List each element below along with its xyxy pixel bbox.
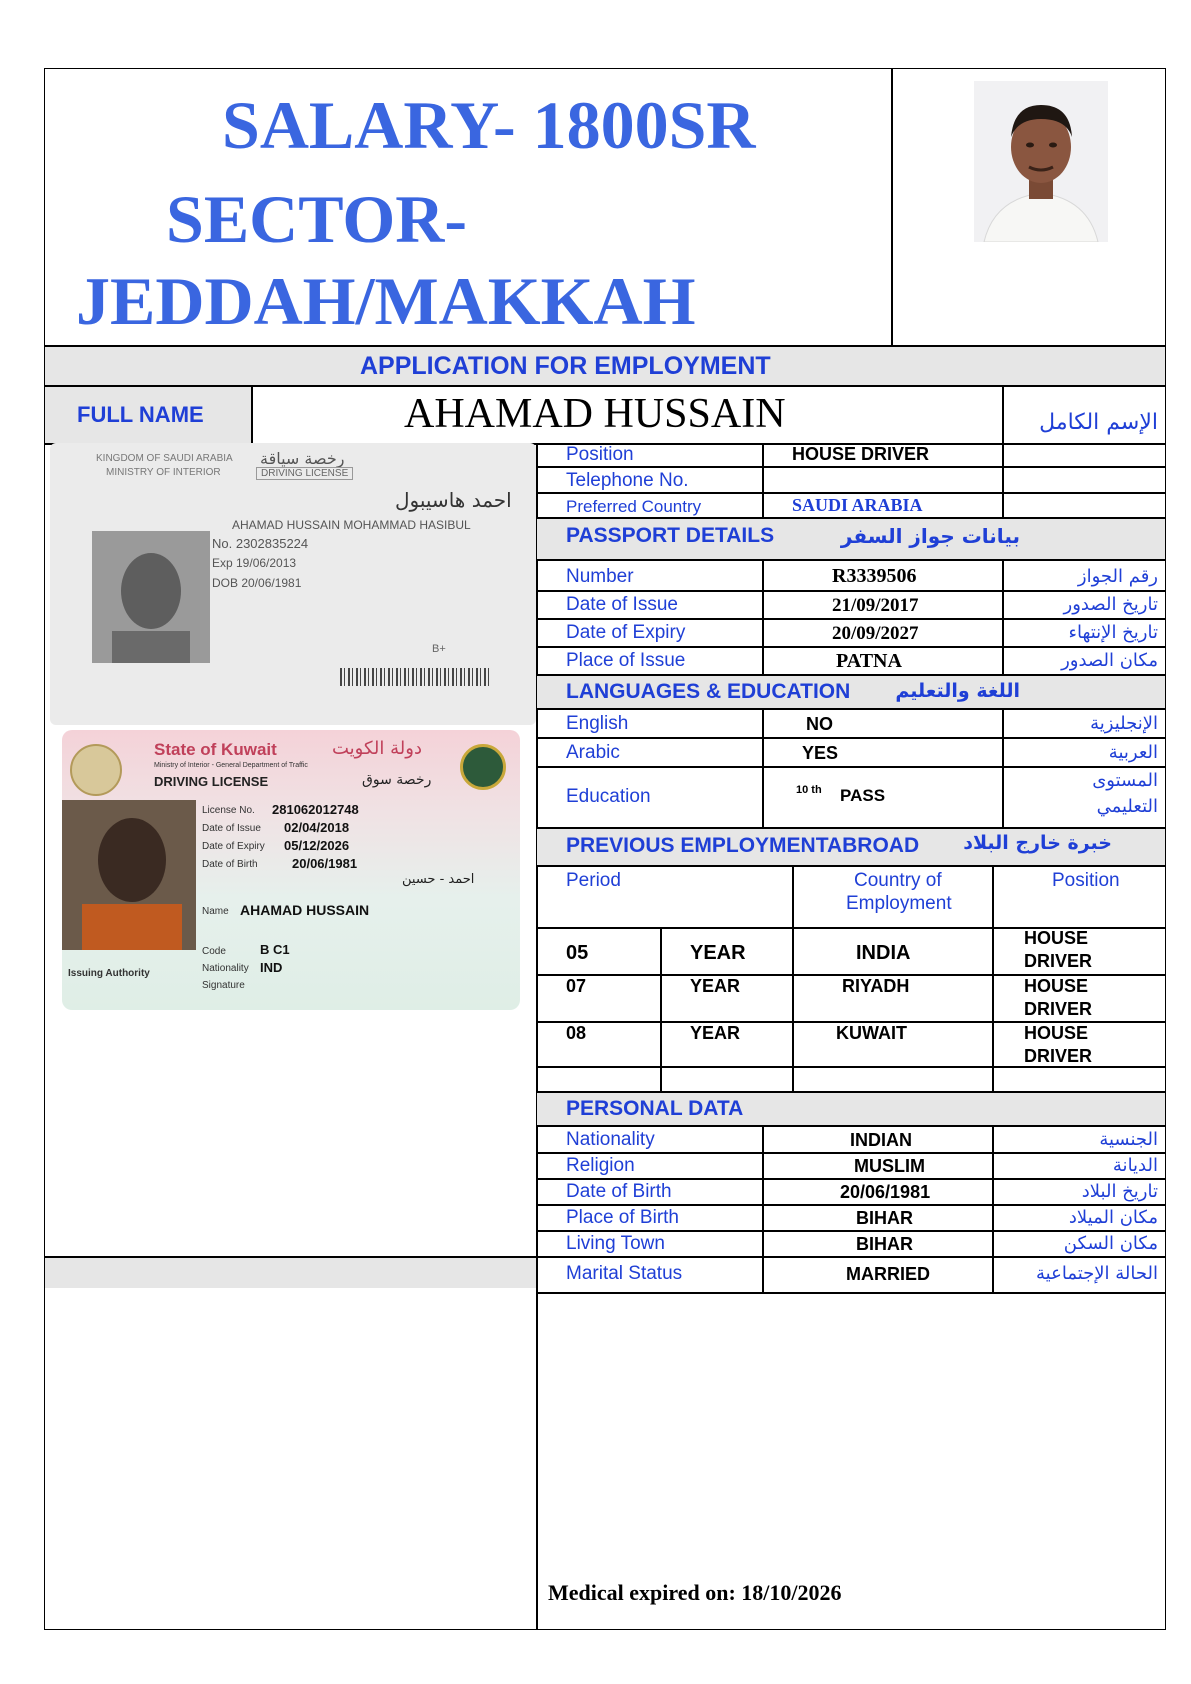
city-heading: JEDDAH/MAKKAH: [76, 263, 696, 339]
kuwait-birth: 20/06/1981: [292, 856, 358, 871]
license-title: DRIVING LICENSE: [256, 467, 353, 480]
arabic-ar: العربية: [1108, 742, 1158, 763]
divider: [536, 492, 1166, 494]
license-name: AHAMAD HUSSAIN MOHAMMAD HASIBUL: [232, 518, 471, 532]
divider: [536, 1066, 1166, 1068]
preferred-country-label: Preferred Country: [566, 497, 702, 516]
passport-title-ar: بيانات جواز السفر: [840, 524, 1020, 548]
previous-title-ar: خبرة خارج البلاد: [963, 832, 1112, 854]
row2-position-2: DRIVER: [1024, 999, 1093, 1019]
languages-title-ar: اللغة والتعليم: [895, 680, 1020, 702]
kuwait-emblem: [70, 744, 122, 796]
divider: [1002, 386, 1004, 444]
divider: [992, 1126, 994, 1292]
license-kingdom: KINGDOM OF SAUDI ARABIA: [96, 453, 233, 464]
divider: [251, 386, 253, 444]
education-value: PASS: [840, 786, 886, 805]
row3-num: 08: [566, 1023, 587, 1043]
kuwait-ministry: Ministry of Interior - General Department of Traffic: [154, 762, 308, 769]
kuwait-code: B C1: [260, 942, 290, 957]
kuwait-expiry: 05/12/2026: [284, 838, 350, 853]
religion-value: MUSLIM: [854, 1156, 925, 1176]
living-town-value: BIHAR: [856, 1234, 913, 1254]
row3-unit: YEAR: [690, 1023, 741, 1043]
kuwait-name-label: Name: [202, 906, 229, 917]
education-ar-1: المستوى: [1092, 770, 1158, 791]
kuwait-title-ar: رخصة سوق: [362, 772, 432, 788]
kuwait-state: State of Kuwait: [154, 740, 277, 759]
kuwait-nat: IND: [260, 960, 283, 975]
kuwait-title: DRIVING LICENSE: [154, 774, 269, 789]
divider: [536, 1230, 1166, 1232]
religion-ar: الديانة: [1112, 1155, 1158, 1176]
kuwait-issuing: Issuing Authority: [68, 968, 150, 979]
passport-place-label: Place of Issue: [566, 650, 686, 671]
marital-ar: الحالة الإجتماعية: [1036, 1263, 1158, 1284]
row3-position-1: HOUSE: [1024, 1023, 1089, 1043]
row2-num: 07: [566, 976, 587, 996]
country-header-2: Employment: [846, 893, 952, 914]
saudi-driving-license: [50, 443, 536, 725]
license-ministry: MINISTRY OF INTERIOR: [106, 467, 221, 478]
passport-issue-value: 21/09/2017: [832, 595, 919, 616]
kuwait-issue-label: Date of Issue: [202, 823, 261, 834]
row1-position-2: DRIVER: [1024, 951, 1093, 971]
dob-label: Date of Birth: [566, 1181, 672, 1202]
passport-title: PASSPORT DETAILS: [566, 524, 775, 547]
kuwait-photo: [62, 800, 196, 950]
english-value: NO: [806, 714, 833, 734]
birthplace-value: BIHAR: [856, 1208, 913, 1228]
license-title-ar: رخصة سياقة: [260, 449, 345, 468]
divider: [792, 1067, 794, 1091]
previous-title: PREVIOUS EMPLOYMENTABROAD: [566, 834, 920, 857]
english-label: English: [566, 713, 629, 734]
divider: [992, 866, 994, 1066]
gcc-emblem: [460, 744, 506, 790]
divider: [536, 559, 1166, 561]
dob-ar: تاريخ البلاد: [1081, 1181, 1158, 1202]
license-photo: [92, 531, 210, 663]
birthplace-ar: مكان الميلاد: [1068, 1207, 1158, 1228]
divider: [536, 443, 538, 1630]
divider: [792, 866, 794, 1066]
position-value: HOUSE DRIVER: [792, 444, 930, 464]
divider: [536, 737, 1166, 739]
divider: [1002, 709, 1004, 827]
divider: [536, 590, 1166, 592]
kuwait-license-no: 281062012748: [272, 802, 359, 817]
divider: [762, 443, 764, 517]
passport-expiry-ar: تاريخ الإنتهاء: [1068, 622, 1158, 643]
license-dob: DOB 20/06/1981: [212, 576, 302, 590]
arabic-value: YES: [802, 743, 839, 763]
passport-issue-label: Date of Issue: [566, 594, 678, 615]
kuwait-ar-name: احمد - حسين: [402, 872, 475, 887]
divider: [536, 646, 1166, 648]
passport-number-ar: رقم الجواز: [1077, 566, 1158, 587]
nationality-value: INDIAN: [850, 1130, 912, 1150]
license-blood: B+: [432, 643, 446, 655]
english-ar: الإنجليزية: [1090, 713, 1158, 734]
passport-issue-ar: تاريخ الصدور: [1063, 594, 1158, 615]
period-header: Period: [566, 870, 621, 891]
country-header-1: Country of: [854, 870, 942, 891]
row1-position-1: HOUSE: [1024, 928, 1089, 948]
kuwait-code-label: Code: [202, 946, 226, 957]
kuwait-nat-label: Nationality: [202, 963, 249, 974]
passport-expiry-label: Date of Expiry: [566, 622, 686, 643]
nationality-label: Nationality: [566, 1129, 655, 1150]
passport-number-value: R3339506: [832, 565, 917, 587]
living-town-label: Living Town: [566, 1233, 665, 1254]
education-grade: 10 th: [796, 784, 822, 796]
kuwait-license-label: License No.: [202, 805, 255, 816]
living-town-ar: مكان السكن: [1063, 1233, 1158, 1254]
preferred-country-value: SAUDI ARABIA: [792, 495, 923, 515]
divider: [536, 766, 1166, 768]
passport-place-ar: مكان الصدور: [1061, 650, 1158, 671]
sector-heading: SECTOR-: [166, 181, 468, 257]
languages-title: LANGUAGES & EDUCATION: [566, 680, 851, 703]
divider: [762, 1126, 764, 1292]
kuwait-name: AHAMAD HUSSAIN: [240, 902, 370, 918]
telephone-label: Telephone No.: [566, 470, 689, 491]
divider: [762, 560, 764, 674]
divider: [536, 1204, 1166, 1206]
position-header: Position: [1052, 870, 1120, 891]
row3-position-2: DRIVER: [1024, 1046, 1093, 1066]
row2-unit: YEAR: [690, 976, 741, 996]
divider: [536, 708, 1166, 710]
divider: [992, 1067, 994, 1091]
birthplace-label: Place of Birth: [566, 1207, 679, 1228]
divider: [536, 865, 1166, 867]
license-number: No. 2302835224: [212, 536, 309, 551]
kuwait-birth-label: Date of Birth: [202, 859, 258, 870]
divider: [536, 618, 1166, 620]
divider: [1002, 560, 1004, 674]
personal-title: PERSONAL DATA: [566, 1097, 744, 1120]
passport-number-label: Number: [566, 566, 634, 587]
kuwait-driving-license: [62, 730, 520, 1010]
kuwait-issue: 02/04/2018: [284, 820, 350, 835]
education-label: Education: [566, 786, 651, 807]
row1-unit: YEAR: [690, 942, 746, 964]
salary-heading: SALARY- 1800SR: [222, 87, 756, 163]
divider: [536, 1256, 1166, 1258]
medical-expiry: Medical expired on: 18/10/2026: [548, 1580, 842, 1605]
left-gray-strip: [45, 1258, 536, 1288]
marital-value: MARRIED: [846, 1264, 930, 1284]
position-label: Position: [566, 444, 634, 465]
divider: [536, 1292, 1166, 1294]
kuwait-expiry-label: Date of Expiry: [202, 841, 265, 852]
passport-expiry-value: 20/09/2027: [832, 623, 919, 644]
arabic-label: Arabic: [566, 742, 620, 763]
marital-label: Marital Status: [566, 1263, 683, 1284]
row1-num: 05: [566, 942, 589, 964]
license-ar-name: احمد هاسيبول: [395, 488, 512, 512]
row2-country: RIYADH: [842, 976, 910, 996]
education-ar-2: التعليمي: [1096, 796, 1158, 817]
divider: [536, 1125, 1166, 1127]
form-title: APPLICATION FOR EMPLOYMENT: [360, 352, 771, 380]
kuwait-state-ar: دولة الكويت: [332, 738, 422, 759]
kuwait-sig-label: Signature: [202, 980, 245, 991]
row1-country: INDIA: [856, 942, 911, 964]
applicant-photo: [974, 81, 1108, 242]
divider: [1002, 443, 1004, 517]
full-name-label: FULL NAME: [77, 402, 204, 427]
divider: [536, 1152, 1166, 1154]
license-exp: Exp 19/06/2013: [212, 556, 297, 570]
divider: [891, 68, 893, 345]
divider: [660, 1067, 662, 1091]
full-name-value: AHAMAD HUSSAIN: [404, 391, 786, 437]
passport-place-value: PATNA: [836, 650, 902, 672]
barcode: [340, 668, 490, 686]
row3-country: KUWAIT: [836, 1023, 907, 1043]
divider: [660, 928, 662, 1066]
dob-value: 20/06/1981: [840, 1182, 931, 1202]
divider: [536, 466, 1166, 468]
full-name-arabic: الإسم الكامل: [1039, 410, 1158, 435]
divider: [536, 1178, 1166, 1180]
row2-position-1: HOUSE: [1024, 976, 1089, 996]
nationality-ar: الجنسية: [1099, 1129, 1158, 1150]
divider: [762, 709, 764, 827]
religion-label: Religion: [566, 1155, 635, 1176]
